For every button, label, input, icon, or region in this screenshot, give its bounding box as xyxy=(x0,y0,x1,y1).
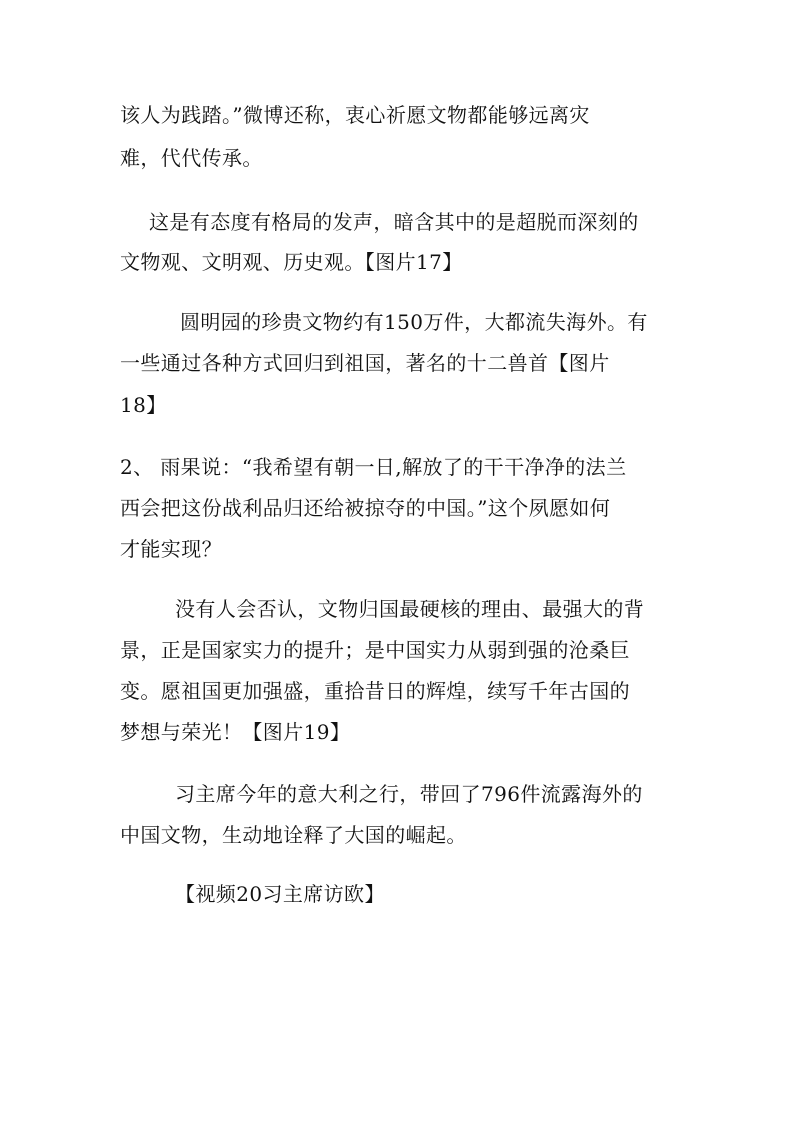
text-line: 18】 xyxy=(120,393,167,417)
text-line: 变。愿祖国更加强盛，重拾昔日的辉煌，续写千年古国的 xyxy=(120,679,630,703)
text-line: 2、 雨果说：“我希望有朝一日,解放了的干干净净的法兰 xyxy=(120,455,627,479)
text-line: 习主席今年的意大利之行，带回了796件流露海外的 xyxy=(175,782,643,806)
text-line: 该人为践踏。”微博还称，衷心祈愿文物都能够远离灾 xyxy=(120,103,590,127)
text-line: 圆明园的珍贵文物约有150万件，大都流失海外。有 xyxy=(180,310,648,334)
text-line: 这是有态度有格局的发声，暗含其中的是超脱而深刻的 xyxy=(149,210,639,234)
text-line: 难，代代传承。 xyxy=(120,146,263,170)
text-line: 梦想与荣光！【图片19】 xyxy=(120,720,351,744)
text-line: 西会把这份战利品归还给被掠夺的中国。”这个夙愿如何 xyxy=(120,496,611,520)
text-line: 景，正是国家实力的提升；是中国实力从弱到强的沧桑巨 xyxy=(120,638,630,662)
text-line: 【视频20习主席访欧】 xyxy=(175,882,385,906)
text-line: 中国文物，生动地诠释了大国的崛起。 xyxy=(120,823,467,847)
text-line: 没有人会否认，文物归国最硬核的理由、最强大的背 xyxy=(175,597,645,621)
text-line: 一些通过各种方式回归到祖国，著名的十二兽首【图片 xyxy=(120,351,610,375)
text-line: 才能实现？ xyxy=(120,537,222,561)
text-line: 文物观、文明观、历史观。【图片17】 xyxy=(120,250,463,274)
